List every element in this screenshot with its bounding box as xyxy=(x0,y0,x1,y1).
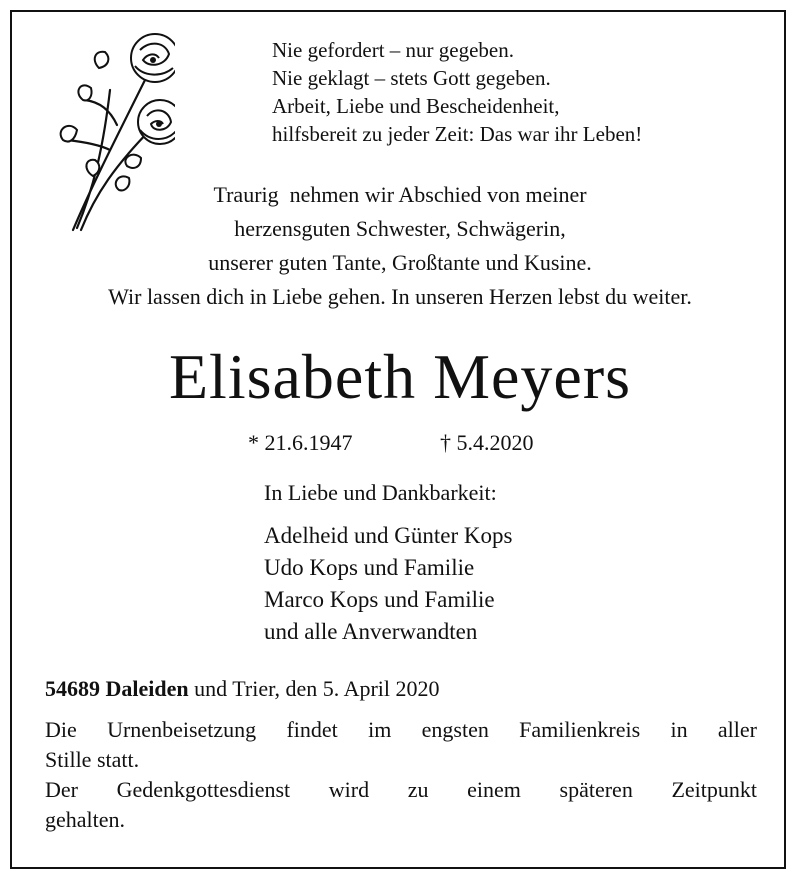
farewell-line: Traurig nehmen wir Abschied von meiner xyxy=(213,182,587,207)
poem-line: hilfsbereit zu jeder Zeit: Das war ihr Leben! xyxy=(272,122,643,146)
poem-line: Nie geklagt – stets Gott gegeben. xyxy=(272,66,551,90)
deceased-name: Elisabeth Meyers xyxy=(168,341,632,412)
mourners-list xyxy=(264,520,513,648)
place-and-date xyxy=(45,674,440,704)
mourner: und alle Anverwandten xyxy=(264,619,478,644)
mourner: Udo Kops und Familie xyxy=(264,555,475,580)
death-date: † 5.4.2020 xyxy=(440,430,534,455)
thanks-heading: In Liebe und Dankbarkeit: xyxy=(264,480,497,505)
place-name: 54689 Daleiden xyxy=(45,676,189,701)
farewell-line: unserer guten Tante, Großtante und Kusine. xyxy=(208,250,592,275)
farewell-text xyxy=(150,178,650,280)
farewell-line: herzensguten Schwester, Schwägerin, xyxy=(234,216,566,241)
poem xyxy=(272,36,642,148)
notice-line: gehalten. xyxy=(45,807,126,832)
poem-line: Arbeit, Liebe und Bescheidenheit, xyxy=(272,94,560,118)
mourner: Adelheid und Günter Kops xyxy=(264,523,513,548)
poem-line: Nie gefordert – nur gegeben. xyxy=(272,38,514,62)
notice-line: Der Gedenkgottesdienst wird zu einem späteren Zeitpunkt xyxy=(45,777,757,802)
mourner: Marco Kops und Familie xyxy=(264,587,495,612)
notice-line: Stille statt. xyxy=(45,747,140,772)
notice-line: Die Urnenbeisetzung findet im engsten Familienkreis in aller xyxy=(45,717,757,742)
funeral-notice xyxy=(45,715,757,835)
birth-date: * 21.6.1947 xyxy=(248,430,353,455)
place-date: und Trier, den 5. April 2020 xyxy=(188,676,440,701)
motto: Wir lassen dich in Liebe gehen. In unseren Herzen lebst du weiter. xyxy=(108,284,692,309)
